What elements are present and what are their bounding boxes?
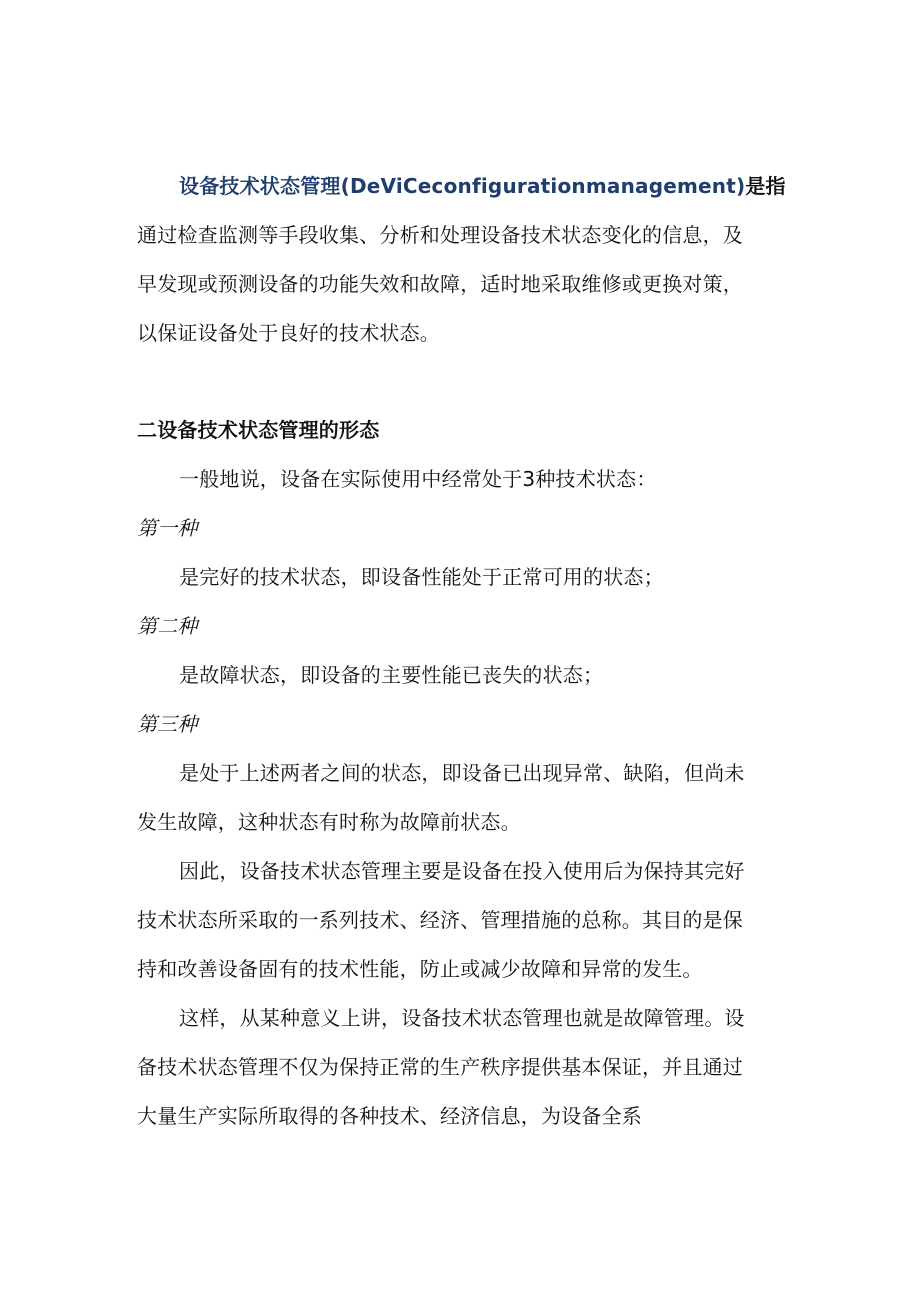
paragraph-line: 备技术状态管理不仅为保持正常的生产秩序提供基本保证，并且通过: [137, 1055, 743, 1079]
intro-first-line: [179, 172, 799, 200]
intro-line: 通过检查监测等手段收集、分析和处理设备技术状态变化的信息，及: [137, 223, 743, 247]
paragraph-line: 这样，从某种意义上讲，设备技术状态管理也就是故障管理。设: [179, 1006, 745, 1030]
state-text: 是故障状态，即设备的主要性能已丧失的状态；: [179, 663, 604, 687]
section-lead: 一般地说，设备在实际使用中经常处于3种技术状态：: [179, 467, 657, 491]
paragraph-line: 因此，设备技术状态管理主要是设备在投入使用后为保持其完好: [179, 859, 745, 883]
state-label: 第一种: [137, 516, 198, 540]
state-text: 是处于上述两者之间的状态，即设备已出现异常、缺陷，但尚未: [179, 761, 745, 785]
state-label: 第二种: [137, 614, 198, 638]
intro-term-suffix: 是指: [745, 174, 786, 198]
paragraph-line: 技术状态所采取的一系列技术、经济、管理措施的总称。其目的是保: [137, 908, 743, 932]
state-text: 发生故障，这种状态有时称为故障前状态。: [137, 810, 521, 834]
state-label: 第三种: [137, 712, 198, 736]
state-text: 是完好的技术状态，即设备性能处于正常可用的状态；: [179, 565, 664, 589]
intro-term: 设备技术状态管理(DeViCeconfigurationmanagement): [179, 174, 746, 198]
section-heading: 二设备技术状态管理的形态: [137, 418, 380, 442]
paragraph-line: 大量生产实际所取得的各种技术、经济信息，为设备全系: [137, 1104, 642, 1128]
paragraph-line: 持和改善设备固有的技术性能，防止或减少故障和异常的发生。: [137, 957, 703, 981]
intro-line: 早发现或预测设备的功能失效和故障，适时地采取维修或更换对策，: [137, 272, 743, 296]
intro-line: 以保证设备处于良好的技术状态。: [137, 321, 440, 345]
